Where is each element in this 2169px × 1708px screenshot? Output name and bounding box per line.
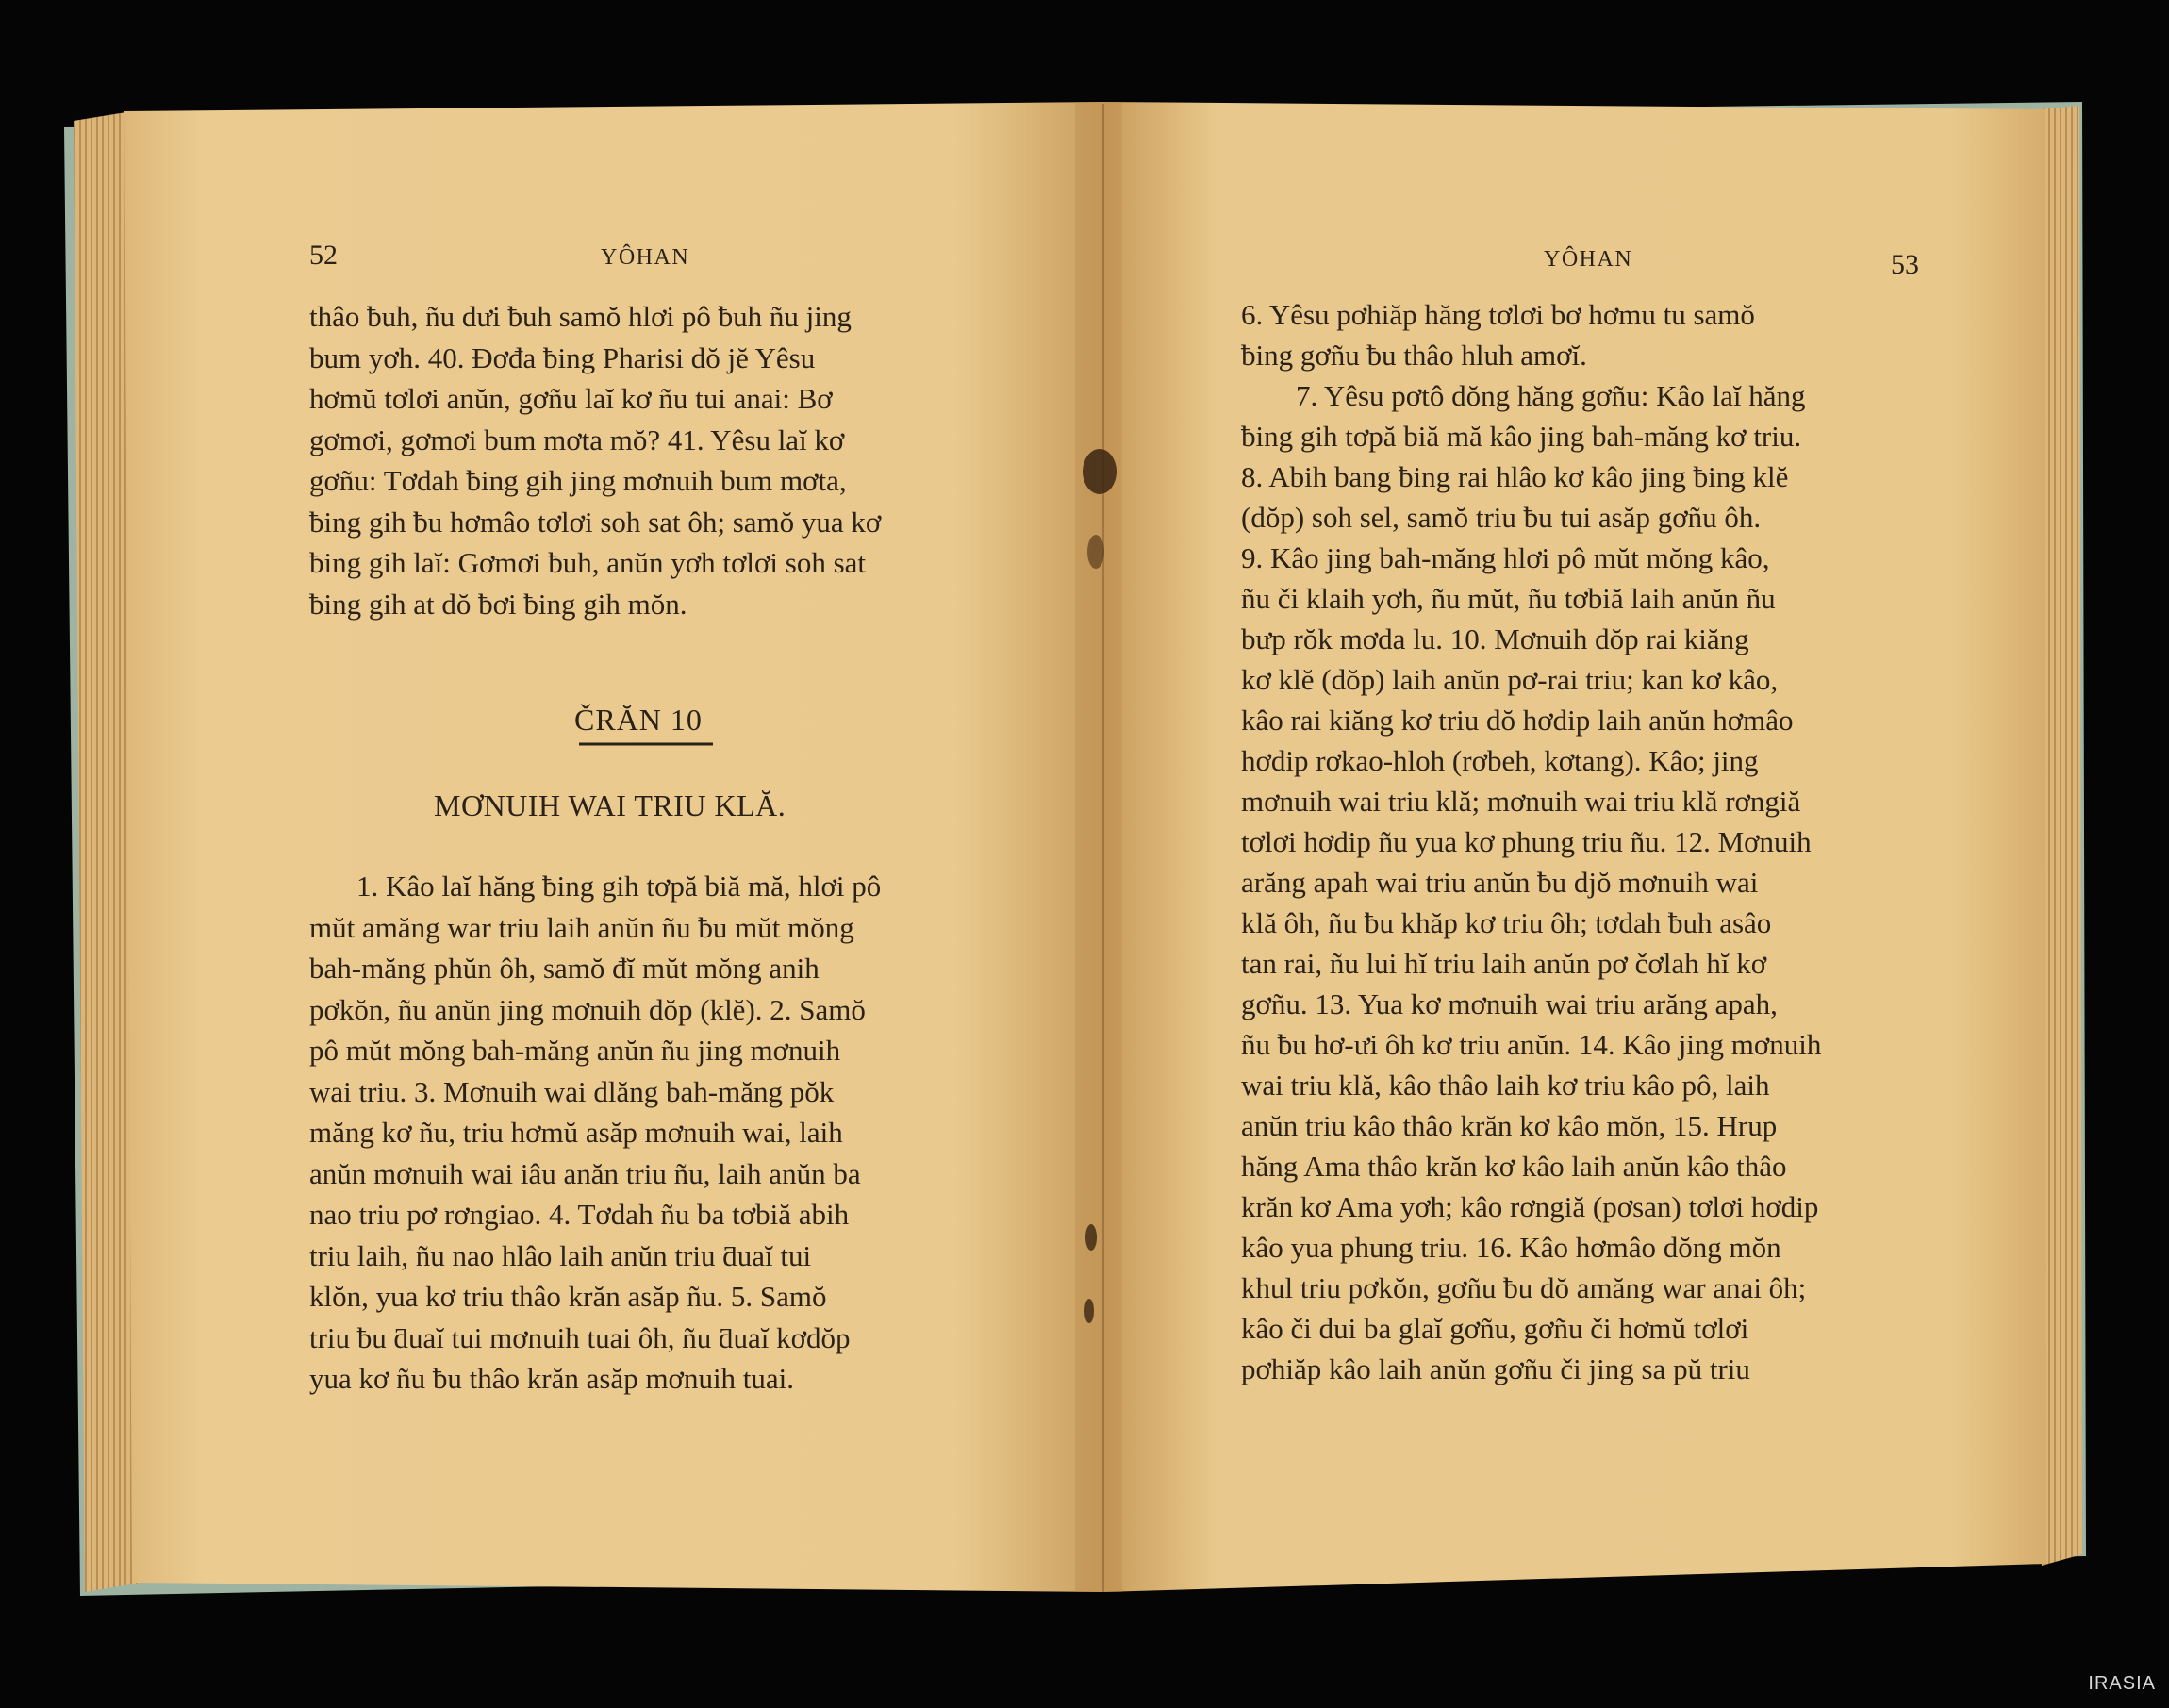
text-line: ƀing gih at dŏ ƀơi ƀing gih mŏn. bbox=[309, 587, 687, 621]
text-line: klŏn, yua kơ triu thâo krăn asăp ñu. 5. Samŏ bbox=[309, 1280, 827, 1313]
text-line: yua kơ ñu ƀu thâo krăn asăp mơnuih tuai. bbox=[309, 1362, 795, 1395]
text-line: kâo či dui ba glaĭ gơñu, gơñu či hơmŭ tơlơi bbox=[1241, 1312, 1749, 1345]
text-line: 6. Yêsu pơhiăp hăng tơlơi bơ hơmu tu samŏ bbox=[1241, 298, 1755, 331]
text-line: bah-măng phŭn ôh, samŏ đĭ mŭt mŏng anih bbox=[309, 952, 820, 985]
text-line: anŭn mơnuih wai iâu anăn triu ñu, laih anŭn ba bbox=[309, 1156, 861, 1190]
text-line: arăng apah wai triu anŭn ƀu djŏ mơnuih wai bbox=[1241, 866, 1759, 899]
text-line: bưp rŏk mơda lu. 10. Mơnuih dŏp rai kiăng bbox=[1241, 622, 1749, 655]
chapter-subtitle: MƠNUIH WAI TRIU KLĂ. bbox=[434, 788, 786, 822]
text-line: ñu či klaih yơh, ñu mŭt, ñu tơbiă laih anŭn ñu bbox=[1241, 582, 1776, 615]
text-line: (dŏp) soh sel, samŏ triu ƀu tui asăp gơñu ôh. bbox=[1241, 501, 1762, 534]
text-line: ñu ƀu hơ-ưi ôh kơ triu anŭn. 14. Kâo jing mơnuih bbox=[1241, 1028, 1822, 1061]
text-line: thâo ƀuh, ñu dưi ƀuh samŏ hlơi pô ƀuh ñu jing bbox=[309, 300, 852, 333]
binding-stain bbox=[1084, 1299, 1094, 1323]
text-line: kâo rai kiăng kơ triu dŏ hơdip laih anŭn hơmâo bbox=[1241, 704, 1794, 737]
text-line: nao triu pơ rơngiao. 4. Tơdah ñu ba tơbiă abih bbox=[309, 1198, 850, 1231]
text-line: 9. Kâo jing bah-măng hlơi pô mŭt mŏng kâo, bbox=[1241, 541, 1770, 574]
text-line: 8. Abih bang ƀing rai hlâo kơ kâo jing ƀing klĕ bbox=[1241, 460, 1789, 493]
text-line: gơmơi, gơmơi bum mơta mŏ? 41. Yêsu laĭ kơ bbox=[309, 423, 845, 456]
gutter-shadow bbox=[1075, 102, 1122, 1592]
left-running-head: YÔHAN bbox=[601, 245, 690, 270]
text-line: anŭn triu kâo thâo krăn kơ kâo mŏn, 15. Hrup bbox=[1241, 1109, 1778, 1142]
text-line: kâo yua phung triu. 16. Kâo hơmâo dŏng mŏn bbox=[1241, 1231, 1781, 1264]
binding-stain bbox=[1083, 449, 1117, 494]
text-line: pơhiăp kâo laih anŭn gơñu či jing sa pŭ triu bbox=[1241, 1352, 1750, 1385]
watermark: IRASIA bbox=[2088, 1673, 2156, 1694]
text-line: gơñu. 13. Yua kơ mơnuih wai triu arăng apah, bbox=[1241, 987, 1778, 1020]
text-line: bum yơh. 40. Đơđa ƀing Pharisi dŏ jĕ Yêsu bbox=[309, 340, 816, 374]
binding-stain bbox=[1085, 1224, 1097, 1251]
text-line: pô mŭt mŏng bah-măng anŭn ñu jing mơnuih bbox=[309, 1034, 841, 1067]
text-line: triu ƀu ƌuaĭ tui mơnuih tuai ôh, ñu ƌuaĭ kơdŏp bbox=[309, 1320, 851, 1354]
text-line: ƀing gih laĭ: Gơmơi ƀuh, anŭn yơh tơlơi soh sat bbox=[309, 546, 866, 579]
text-line: khul triu pơkŏn, gơñu ƀu dŏ amăng war anai ôh; bbox=[1241, 1271, 1807, 1304]
chapter-heading: ČRĂN 10 bbox=[574, 703, 703, 737]
binding-stain bbox=[1087, 535, 1104, 569]
text-line: wai triu. 3. Mơnuih wai dlăng bah-măng pŏk bbox=[309, 1074, 835, 1108]
text-line: măng kơ ñu, triu hơmŭ asăp mơnuih wai, laih bbox=[309, 1116, 843, 1149]
text-line: kơ klĕ (dŏp) laih anŭn pơ-rai triu; kan kơ kâo, bbox=[1241, 663, 1779, 696]
text-line: triu laih, ñu nao hlâo laih anŭn triu ƌuaĭ tui bbox=[309, 1238, 812, 1272]
right-running-head: YÔHAN bbox=[1544, 247, 1633, 272]
text-line: ƀing gơñu ƀu thâo hluh amơĭ. bbox=[1241, 339, 1587, 372]
text-line: ƀing gih tơpă biă mă kâo jing bah-măng kơ triu. bbox=[1241, 420, 1802, 453]
text-line: tơlơi hơdip ñu yua kơ phung triu ñu. 12. Mơnuih bbox=[1241, 825, 1812, 858]
text-line: hơdip rơkao-hloh (rơbeh, kơtang). Kâo; jing bbox=[1241, 744, 1759, 777]
text-line: pơkŏn, ñu anŭn jing mơnuih dŏp (klĕ). 2. Samŏ bbox=[309, 992, 866, 1026]
text-line: mơnuih wai triu klă; mơnuih wai triu klă rơngiă bbox=[1241, 785, 1801, 818]
text-line: 7. Yêsu pơtô dŏng hăng gơñu: Kâo laĭ hăng bbox=[1296, 379, 1806, 412]
left-chapter-text bbox=[309, 866, 981, 1400]
text-line: mŭt amăng war triu laih anŭn ñu ƀu mŭt mŏng bbox=[309, 910, 854, 944]
left-page-number: 52 bbox=[309, 240, 338, 271]
text-line: 1. Kâo laĭ hăng ƀing gih tơpă biă mă, hlơi pô bbox=[356, 870, 882, 903]
text-line: hơmŭ tơlơi anŭn, gơñu laĭ kơ ñu tui anai: Bơ bbox=[309, 382, 833, 415]
right-page-number: 53 bbox=[1891, 249, 1919, 280]
text-line: ƀing gih ƀu hơmâo tơlơi soh sat ôh; samŏ yua kơ bbox=[309, 505, 882, 539]
text-line: krăn kơ Ama yơh; kâo rơngiă (pơsan) tơlơi hơdip bbox=[1241, 1190, 1819, 1223]
right-page-text bbox=[1241, 294, 1920, 1389]
text-line: tan rai, ñu lui hĭ triu laih anŭn pơ čơlah hĭ kơ bbox=[1241, 947, 1767, 980]
left-continued-text bbox=[309, 296, 981, 624]
text-line: hăng Ama thâo krăn kơ kâo laih anŭn kâo thâo bbox=[1241, 1150, 1787, 1183]
text-line: klă ôh, ñu ƀu khăp kơ triu ôh; tơdah ƀuh asâo bbox=[1241, 906, 1772, 939]
text-line: wai triu klă, kâo thâo laih kơ triu kâo pô, laih bbox=[1241, 1069, 1770, 1102]
text-line: gơñu: Tơdah ƀing gih jing mơnuih bum mơta, bbox=[309, 464, 847, 497]
